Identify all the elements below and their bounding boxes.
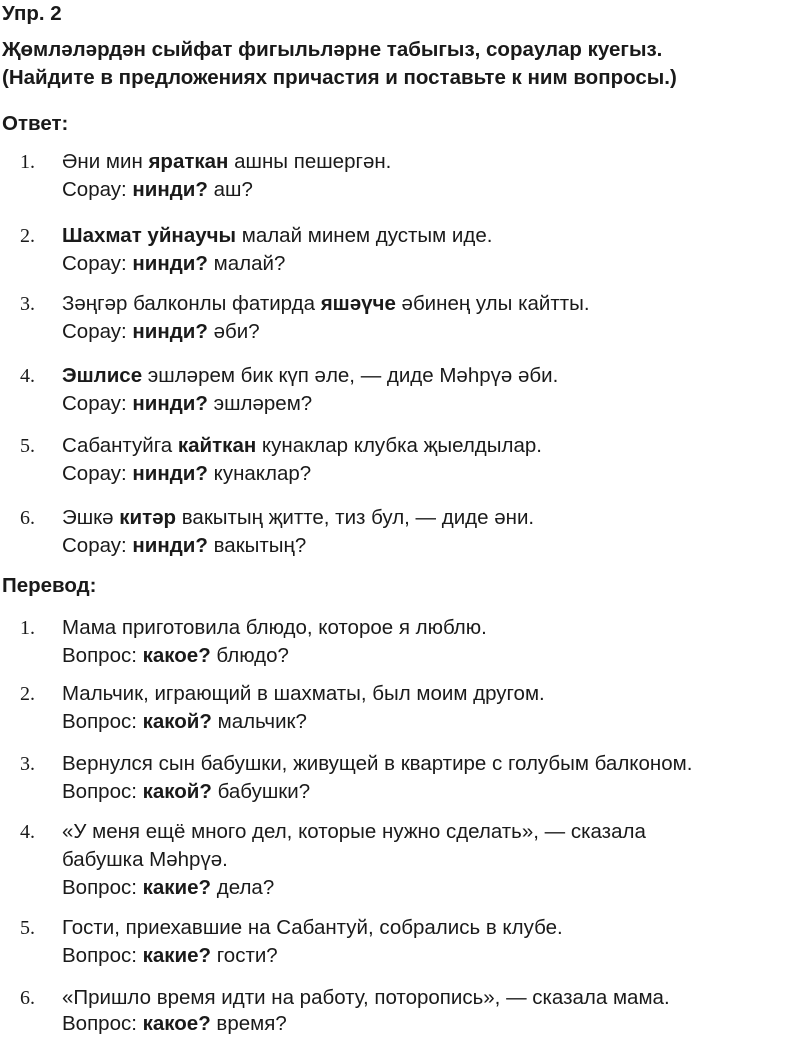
question-word: нинди? <box>132 392 208 415</box>
question-word: какой? <box>142 780 212 803</box>
answer-number: 4. <box>20 365 35 387</box>
answer-sentence <box>62 362 558 390</box>
answer-sentence <box>62 222 492 250</box>
question-label: Сорау: <box>62 392 133 415</box>
question-label: Вопрос: <box>62 876 143 899</box>
exercise-label: Упр. 2 <box>2 2 62 25</box>
translation-heading: Перевод: <box>2 574 97 597</box>
answer-question <box>62 532 306 560</box>
question-text: гости? <box>211 944 278 967</box>
question-label: Сорау: <box>62 534 133 557</box>
sentence-text: Сабантуйга <box>62 434 178 457</box>
sentence-text: кунаклар клубка җыелдылар. <box>256 434 542 457</box>
question-label: Вопрос: <box>62 944 143 967</box>
sentence-text: әбинең улы кайтты. <box>395 292 590 315</box>
question-word: какое? <box>142 1012 211 1035</box>
sentence-text: Әни мин <box>62 150 149 173</box>
answer-sentence <box>62 504 534 532</box>
sentence-text: эшләрем бик күп әле, — диде Мәһрүә әби. <box>142 364 559 387</box>
translation-sentence: Мальчик, играющий в шахматы, был моим другом. <box>62 682 545 705</box>
question-text: кунаклар? <box>207 462 312 485</box>
participle-highlight: яраткан <box>148 150 229 173</box>
question-label: Сорау: <box>62 178 133 201</box>
translation-number: 3. <box>20 753 35 775</box>
question-label: Вопрос: <box>62 1012 143 1035</box>
translation-question <box>62 942 278 970</box>
question-label: Вопрос: <box>62 710 143 733</box>
sentence-text: ашны пешергән. <box>228 150 392 173</box>
answer-question <box>62 176 253 204</box>
question-text: эшләрем? <box>207 392 313 415</box>
translation-sentence: Мама приготовила блюдо, которое я люблю. <box>62 616 487 639</box>
question-label: Сорау: <box>62 462 133 485</box>
answer-question <box>62 460 311 488</box>
task-text-tatar: Җөмләләрдән сыйфат фигыльләрне табыгыз, сораулар куегыз. <box>2 38 663 61</box>
question-word: нинди? <box>132 252 208 275</box>
question-text: аш? <box>207 178 253 201</box>
sentence-text: малай минем дустым иде. <box>236 224 493 247</box>
question-label: Сорау: <box>62 320 133 343</box>
answer-heading: Ответ: <box>2 112 69 135</box>
translation-question <box>62 874 274 902</box>
answer-question <box>62 390 312 418</box>
answer-sentence <box>62 290 590 318</box>
translation-sentence: «Пришло время идти на работу, поторопись», — сказала мама. <box>62 986 670 1009</box>
answer-sentence <box>62 148 391 176</box>
answer-number: 6. <box>20 507 35 529</box>
question-text: вакытың? <box>207 534 307 557</box>
question-word: какое? <box>142 644 211 667</box>
question-label: Вопрос: <box>62 780 143 803</box>
question-text: время? <box>210 1012 287 1035</box>
participle-highlight: Шахмат уйнаучы <box>62 224 237 247</box>
answer-number: 5. <box>20 435 35 457</box>
question-text: әби? <box>207 320 260 343</box>
answer-number: 2. <box>20 225 35 247</box>
question-text: бабушки? <box>211 780 311 803</box>
sentence-text: вакытың җитте, тиз бул, — диде әни. <box>176 506 535 529</box>
translation-number: 5. <box>20 917 35 939</box>
sentence-text: Зәңгәр балконлы фатирда <box>62 292 321 315</box>
translation-sentence: Гости, приехавшие на Сабантуй, собрались в клубе. <box>62 916 563 939</box>
answer-number: 1. <box>20 151 35 173</box>
question-text: блюдо? <box>210 644 289 667</box>
translation-number: 1. <box>20 617 35 639</box>
answer-sentence <box>62 432 542 460</box>
translation-number: 2. <box>20 683 35 705</box>
participle-highlight: кайткан <box>177 434 257 457</box>
translation-question <box>62 1010 287 1038</box>
answer-question <box>62 250 285 278</box>
sentence-text: Эшкә <box>62 506 120 529</box>
question-text: дела? <box>211 876 275 899</box>
question-text: мальчик? <box>211 710 307 733</box>
question-word: нинди? <box>132 320 208 343</box>
question-label: Вопрос: <box>62 644 143 667</box>
translation-sentence: «У меня ещё много дел, которые нужно сделать», — сказала <box>62 820 646 843</box>
question-label: Сорау: <box>62 252 133 275</box>
question-word: нинди? <box>132 534 208 557</box>
translation-question <box>62 778 310 806</box>
question-text: малай? <box>207 252 286 275</box>
translation-question <box>62 642 289 670</box>
participle-highlight: Эшлисе <box>62 364 143 387</box>
translation-sentence-continuation: бабушка Мәһрүә. <box>62 848 228 871</box>
answer-number: 3. <box>20 293 35 315</box>
question-word: какой? <box>142 710 212 733</box>
translation-sentence: Вернулся сын бабушки, живущей в квартире с голубым балконом. <box>62 752 693 775</box>
task-text-russian: (Найдите в предложениях причастия и поставьте к ним вопросы.) <box>2 66 677 89</box>
question-word: нинди? <box>132 462 208 485</box>
participle-highlight: яшәүче <box>320 292 396 315</box>
participle-highlight: китәр <box>119 506 177 529</box>
translation-number: 6. <box>20 987 35 1009</box>
answer-question <box>62 318 260 346</box>
translation-question <box>62 708 307 736</box>
question-word: нинди? <box>132 178 208 201</box>
translation-number: 4. <box>20 821 35 843</box>
question-word: какие? <box>142 876 212 899</box>
question-word: какие? <box>142 944 212 967</box>
